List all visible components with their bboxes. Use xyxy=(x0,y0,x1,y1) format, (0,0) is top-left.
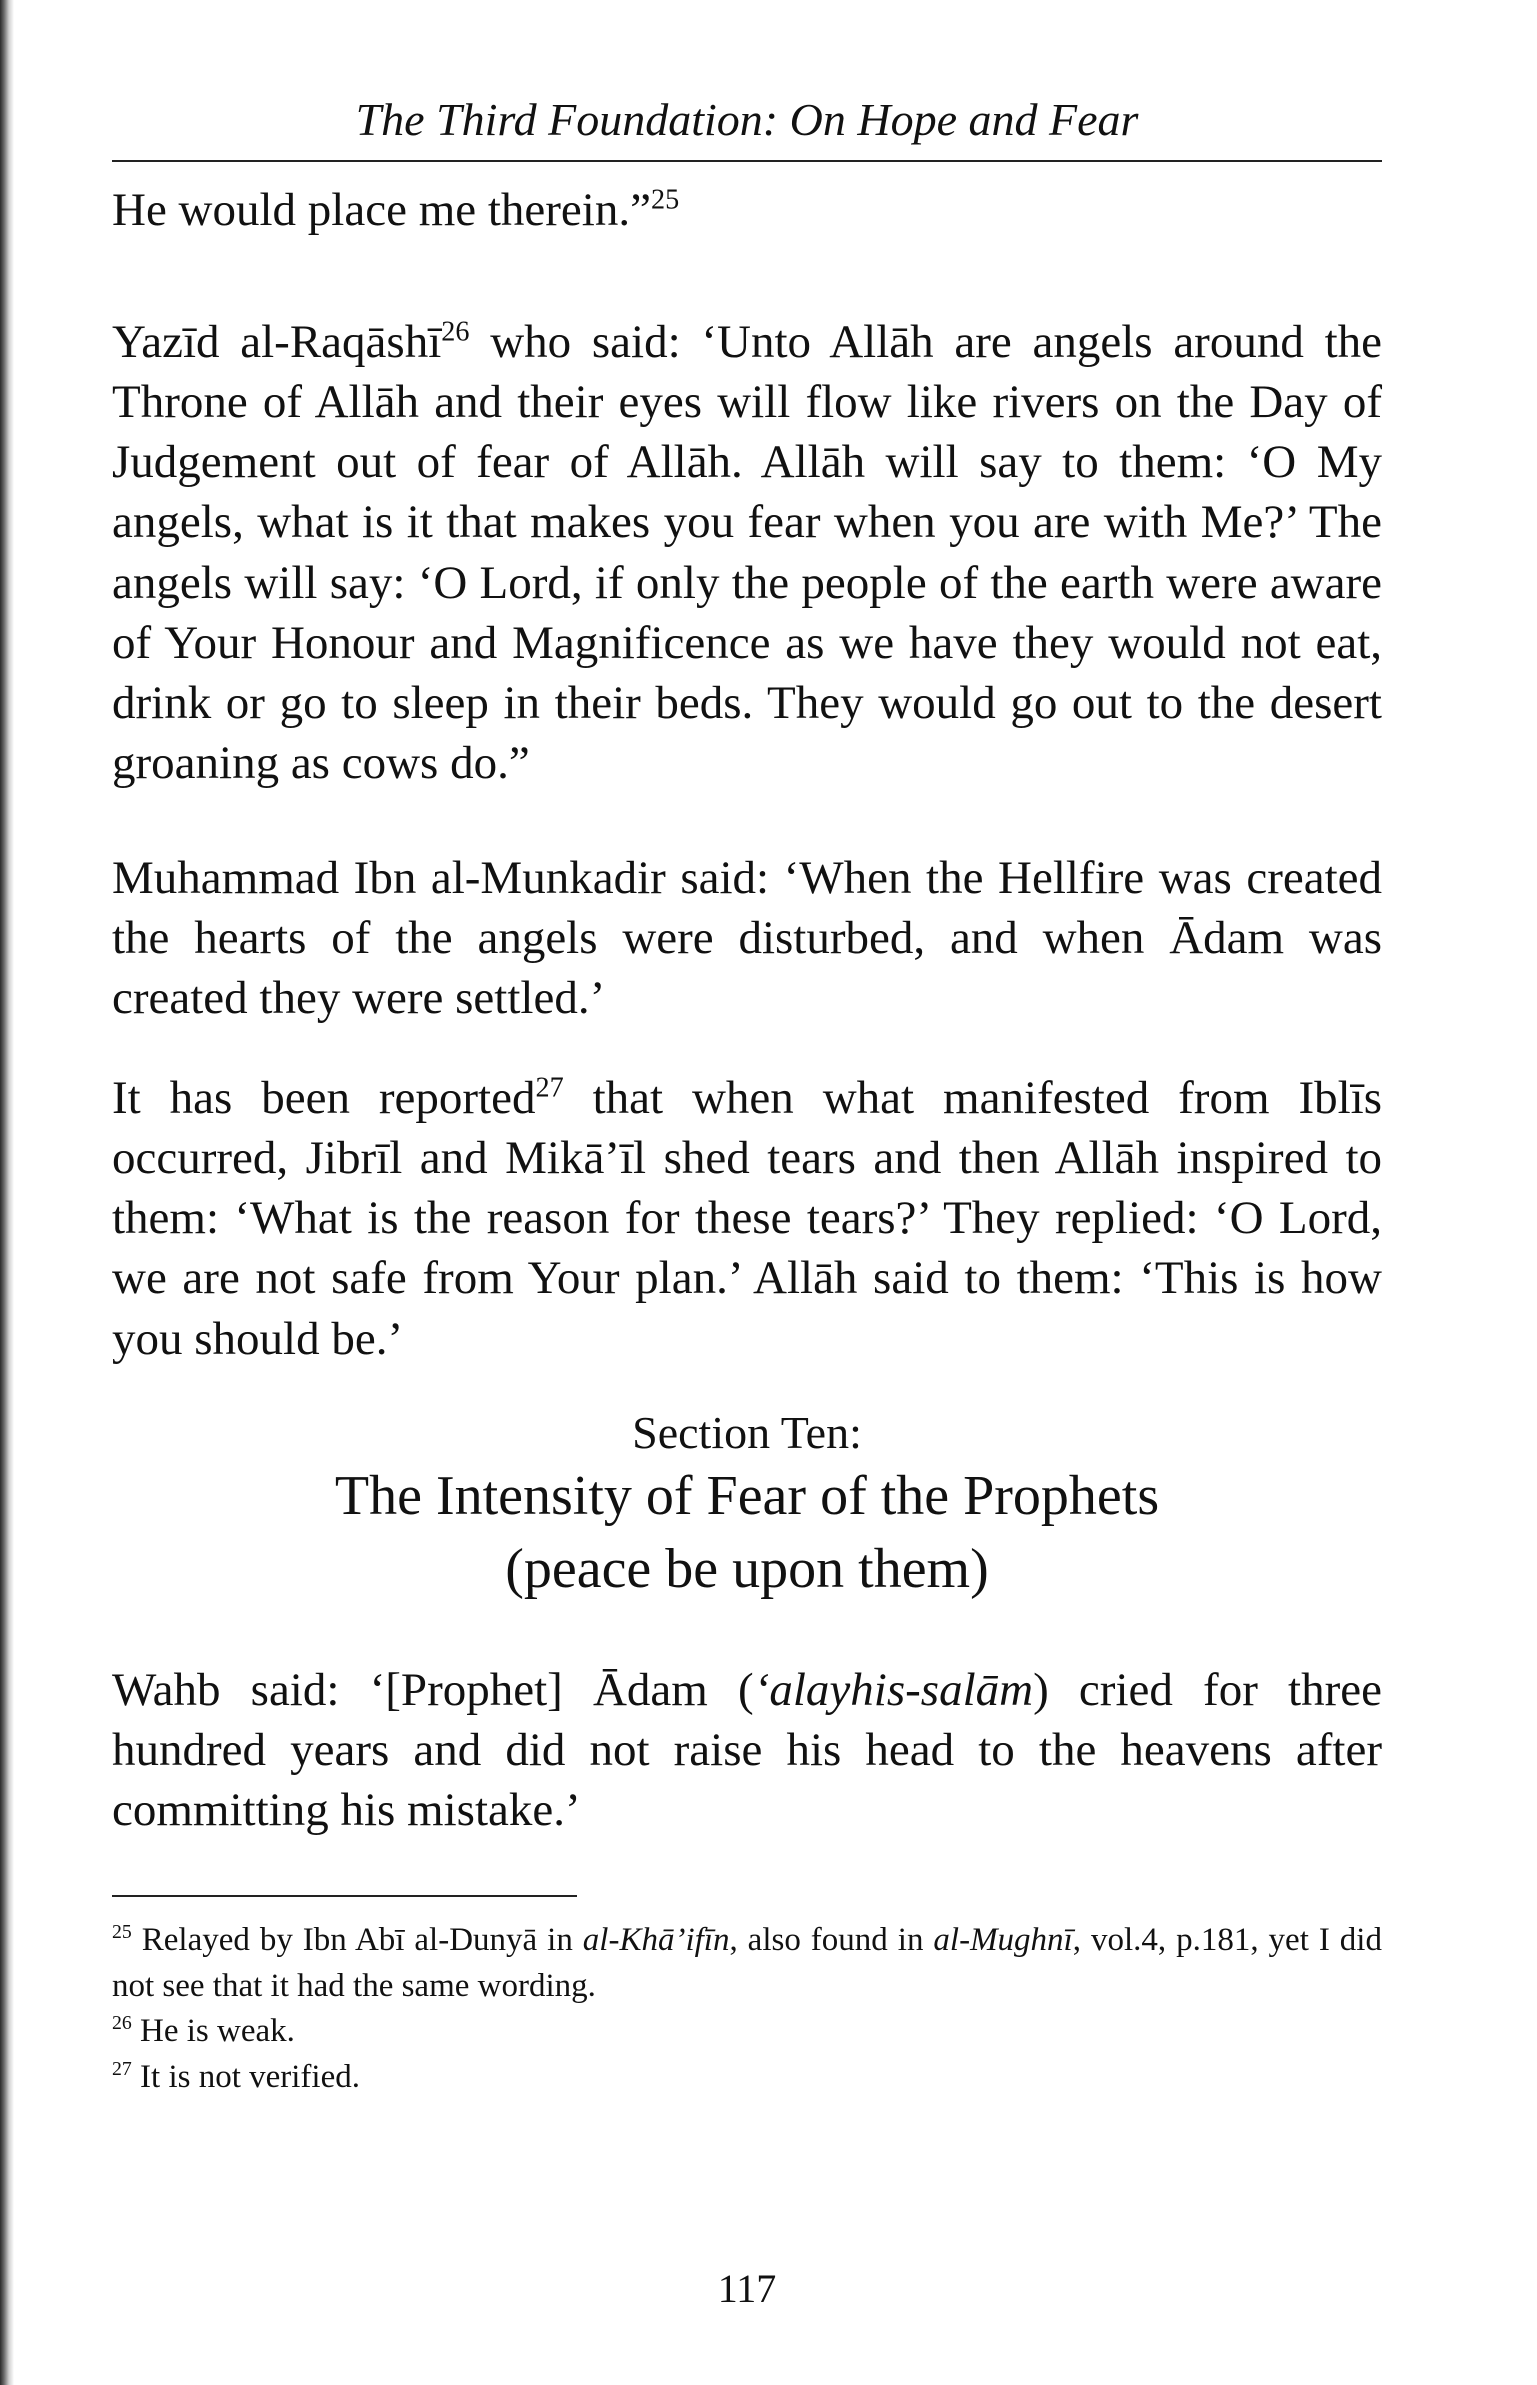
footnotes xyxy=(112,1918,1382,2100)
paragraph-iblis: It has been reported$^{27}$ that when what manifested from Iblīs occurred, Jibrīl and Mikā’īl shed tears and then Allāh inspired to them: ‘What is the reason for these tears?’ They replied: ‘O Lord, we are not safe from Your plan.’ Allāh said to them: ‘This is how you should be.’ xyxy=(112,1072,1382,1365)
paragraph-wahb: Wahb said: ‘[Prophet] Ādam (‘alayhis-salām) cried for three hundred years and did not raise his head to the heavens after committing his mistake.’ xyxy=(112,1664,1382,1837)
footnote-ref-25[interactable]: 25 xyxy=(650,184,680,216)
footnote-25: $^{25}$ Relayed by Ibn Abī al-Dunyā in al-Khā’ifīn, also found in al-Mughnī, vol.4, p.181, yet I did not see that it had the same wording. xyxy=(112,1921,1382,2004)
section-label: Section Ten: xyxy=(632,1407,862,1458)
section-title-line-1: The Intensity of Fear of the Prophets xyxy=(334,1465,1160,1527)
footnote-rule xyxy=(112,1895,577,1897)
book-binding-shadow xyxy=(0,0,14,2385)
footnote-ref-27[interactable]: 27 xyxy=(535,1072,564,1104)
paragraph-munkadir: Muhammad Ibn al-Munkadir said: ‘When the Hellfire was created the hearts of the angels were disturbed, and when Ādam was created they were settled.’ xyxy=(112,852,1382,1025)
footnote-27: $^{27}$ It is not verified. xyxy=(112,2057,360,2095)
header-rule xyxy=(112,160,1382,162)
footnote-ref-26[interactable]: 26 xyxy=(441,316,470,348)
paragraph-continuation: He would place me therein.”$^{25}$ xyxy=(112,184,680,236)
running-header: The Third Foundation: On Hope and Fear xyxy=(355,94,1139,145)
footnote-26: $^{26}$ He is weak. xyxy=(112,2012,295,2050)
section-title xyxy=(112,1460,1382,1606)
page-number: 117 xyxy=(717,2266,777,2311)
paragraph-yazid: Yazīd al-Raqāshī$^{26}$ who said: ‘Unto Allāh are angels around the Throne of Allāh and their eyes will flow like rivers on the Day of Judgement out of fear of Allāh. Allāh will say to them: ‘O My angels, what is it that makes you fear when you are with Me?’ The angels will say: ‘O Lord, if only the people of the earth were aware of Your Honour and Magnificence as we have they would not eat, drink or go to sleep in their beds. They would go out to the desert groaning as cows do.” xyxy=(112,316,1383,790)
section-title-line-2: (peace be upon them) xyxy=(505,1537,989,1600)
